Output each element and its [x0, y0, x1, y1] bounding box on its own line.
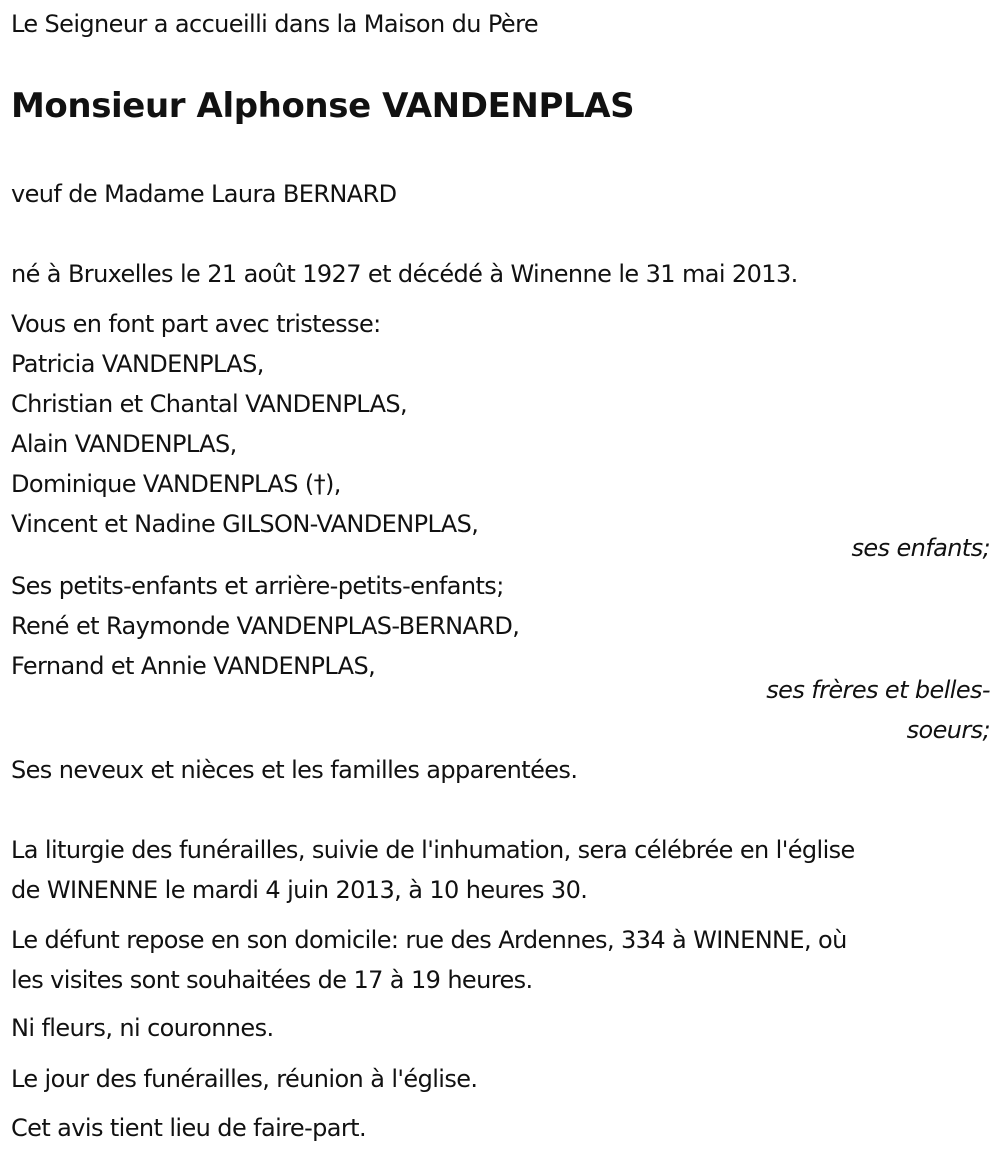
child-item: Vincent et Nadine GILSON-VANDENPLAS,	[11, 510, 479, 538]
siblings-label-2: soeurs;	[906, 716, 990, 744]
sibling-item: Fernand et Annie VANDENPLAS,	[11, 652, 376, 680]
child-item: Patricia VANDENPLAS,	[11, 350, 264, 378]
spouse-text: veuf de Madame Laura BERNARD	[11, 180, 397, 208]
rest-line-2: les visites sont souhaitées de 17 à 19 heures.	[11, 966, 533, 994]
notice-text: Cet avis tient lieu de faire-part.	[11, 1114, 366, 1142]
deceased-name: Monsieur Alphonse VANDENPLAS	[11, 86, 635, 126]
child-item: Christian et Chantal VANDENPLAS,	[11, 390, 408, 418]
liturgy-line-1: La liturgie des funérailles, suivie de l'inhumation, sera célébrée en l'église	[11, 836, 855, 864]
meeting-text: Le jour des funérailles, réunion à l'église.	[11, 1065, 478, 1093]
child-item: Dominique VANDENPLAS (†),	[11, 470, 341, 498]
rest-line-1: Le défunt repose en son domicile: rue des Ardennes, 334 à WINENNE, où	[11, 926, 847, 954]
liturgy-line-2: de WINENNE le mardi 4 juin 2013, à 10 heures 30.	[11, 876, 588, 904]
flowers-text: Ni fleurs, ni couronnes.	[11, 1014, 274, 1042]
child-item: Alain VANDENPLAS,	[11, 430, 237, 458]
birth-death-text: né à Bruxelles le 21 août 1927 et décédé à Winenne le 31 mai 2013.	[11, 260, 798, 288]
nephews-text: Ses neveux et nièces et les familles apparentées.	[11, 756, 578, 784]
siblings-label-1: ses frères et belles-	[766, 676, 990, 704]
grandchildren-text: Ses petits-enfants et arrière-petits-enfants;	[11, 572, 504, 600]
sibling-item: René et Raymonde VANDENPLAS-BERNARD,	[11, 612, 520, 640]
intro-text: Le Seigneur a accueilli dans la Maison du Père	[11, 10, 539, 38]
children-label: ses enfants;	[851, 534, 990, 562]
announce-text: Vous en font part avec tristesse:	[11, 310, 381, 338]
